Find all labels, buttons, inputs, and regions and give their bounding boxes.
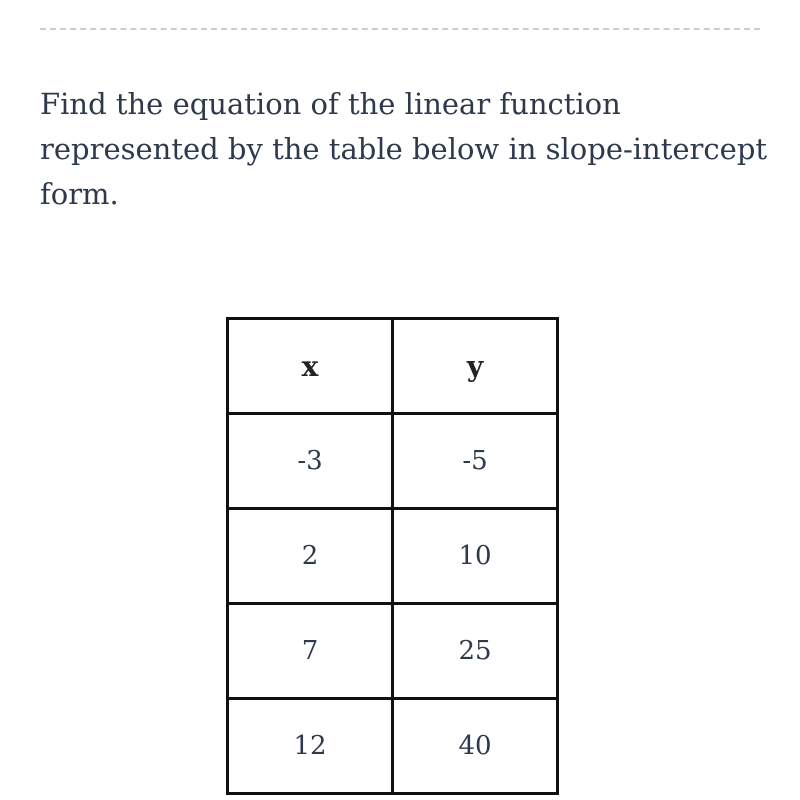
xy-table bbox=[226, 317, 559, 795]
table-row bbox=[228, 699, 558, 794]
table-row bbox=[228, 509, 558, 604]
cell-x: 7 bbox=[228, 604, 393, 699]
cell-y: -5 bbox=[393, 414, 558, 509]
table-header-row bbox=[228, 319, 558, 414]
table-row bbox=[228, 414, 558, 509]
table-container bbox=[226, 317, 559, 795]
question-text: Find the equation of the linear function represented by the table below in slope-intercept form. bbox=[40, 87, 768, 211]
dashed-divider bbox=[40, 28, 760, 30]
cell-x: 12 bbox=[228, 699, 393, 794]
cell-x: -3 bbox=[228, 414, 393, 509]
header-x: x bbox=[228, 319, 393, 414]
cell-x: 2 bbox=[228, 509, 393, 604]
cell-y: 40 bbox=[393, 699, 558, 794]
table-row bbox=[228, 604, 558, 699]
cell-y: 25 bbox=[393, 604, 558, 699]
header-y: y bbox=[393, 319, 558, 414]
cell-y: 10 bbox=[393, 509, 558, 604]
